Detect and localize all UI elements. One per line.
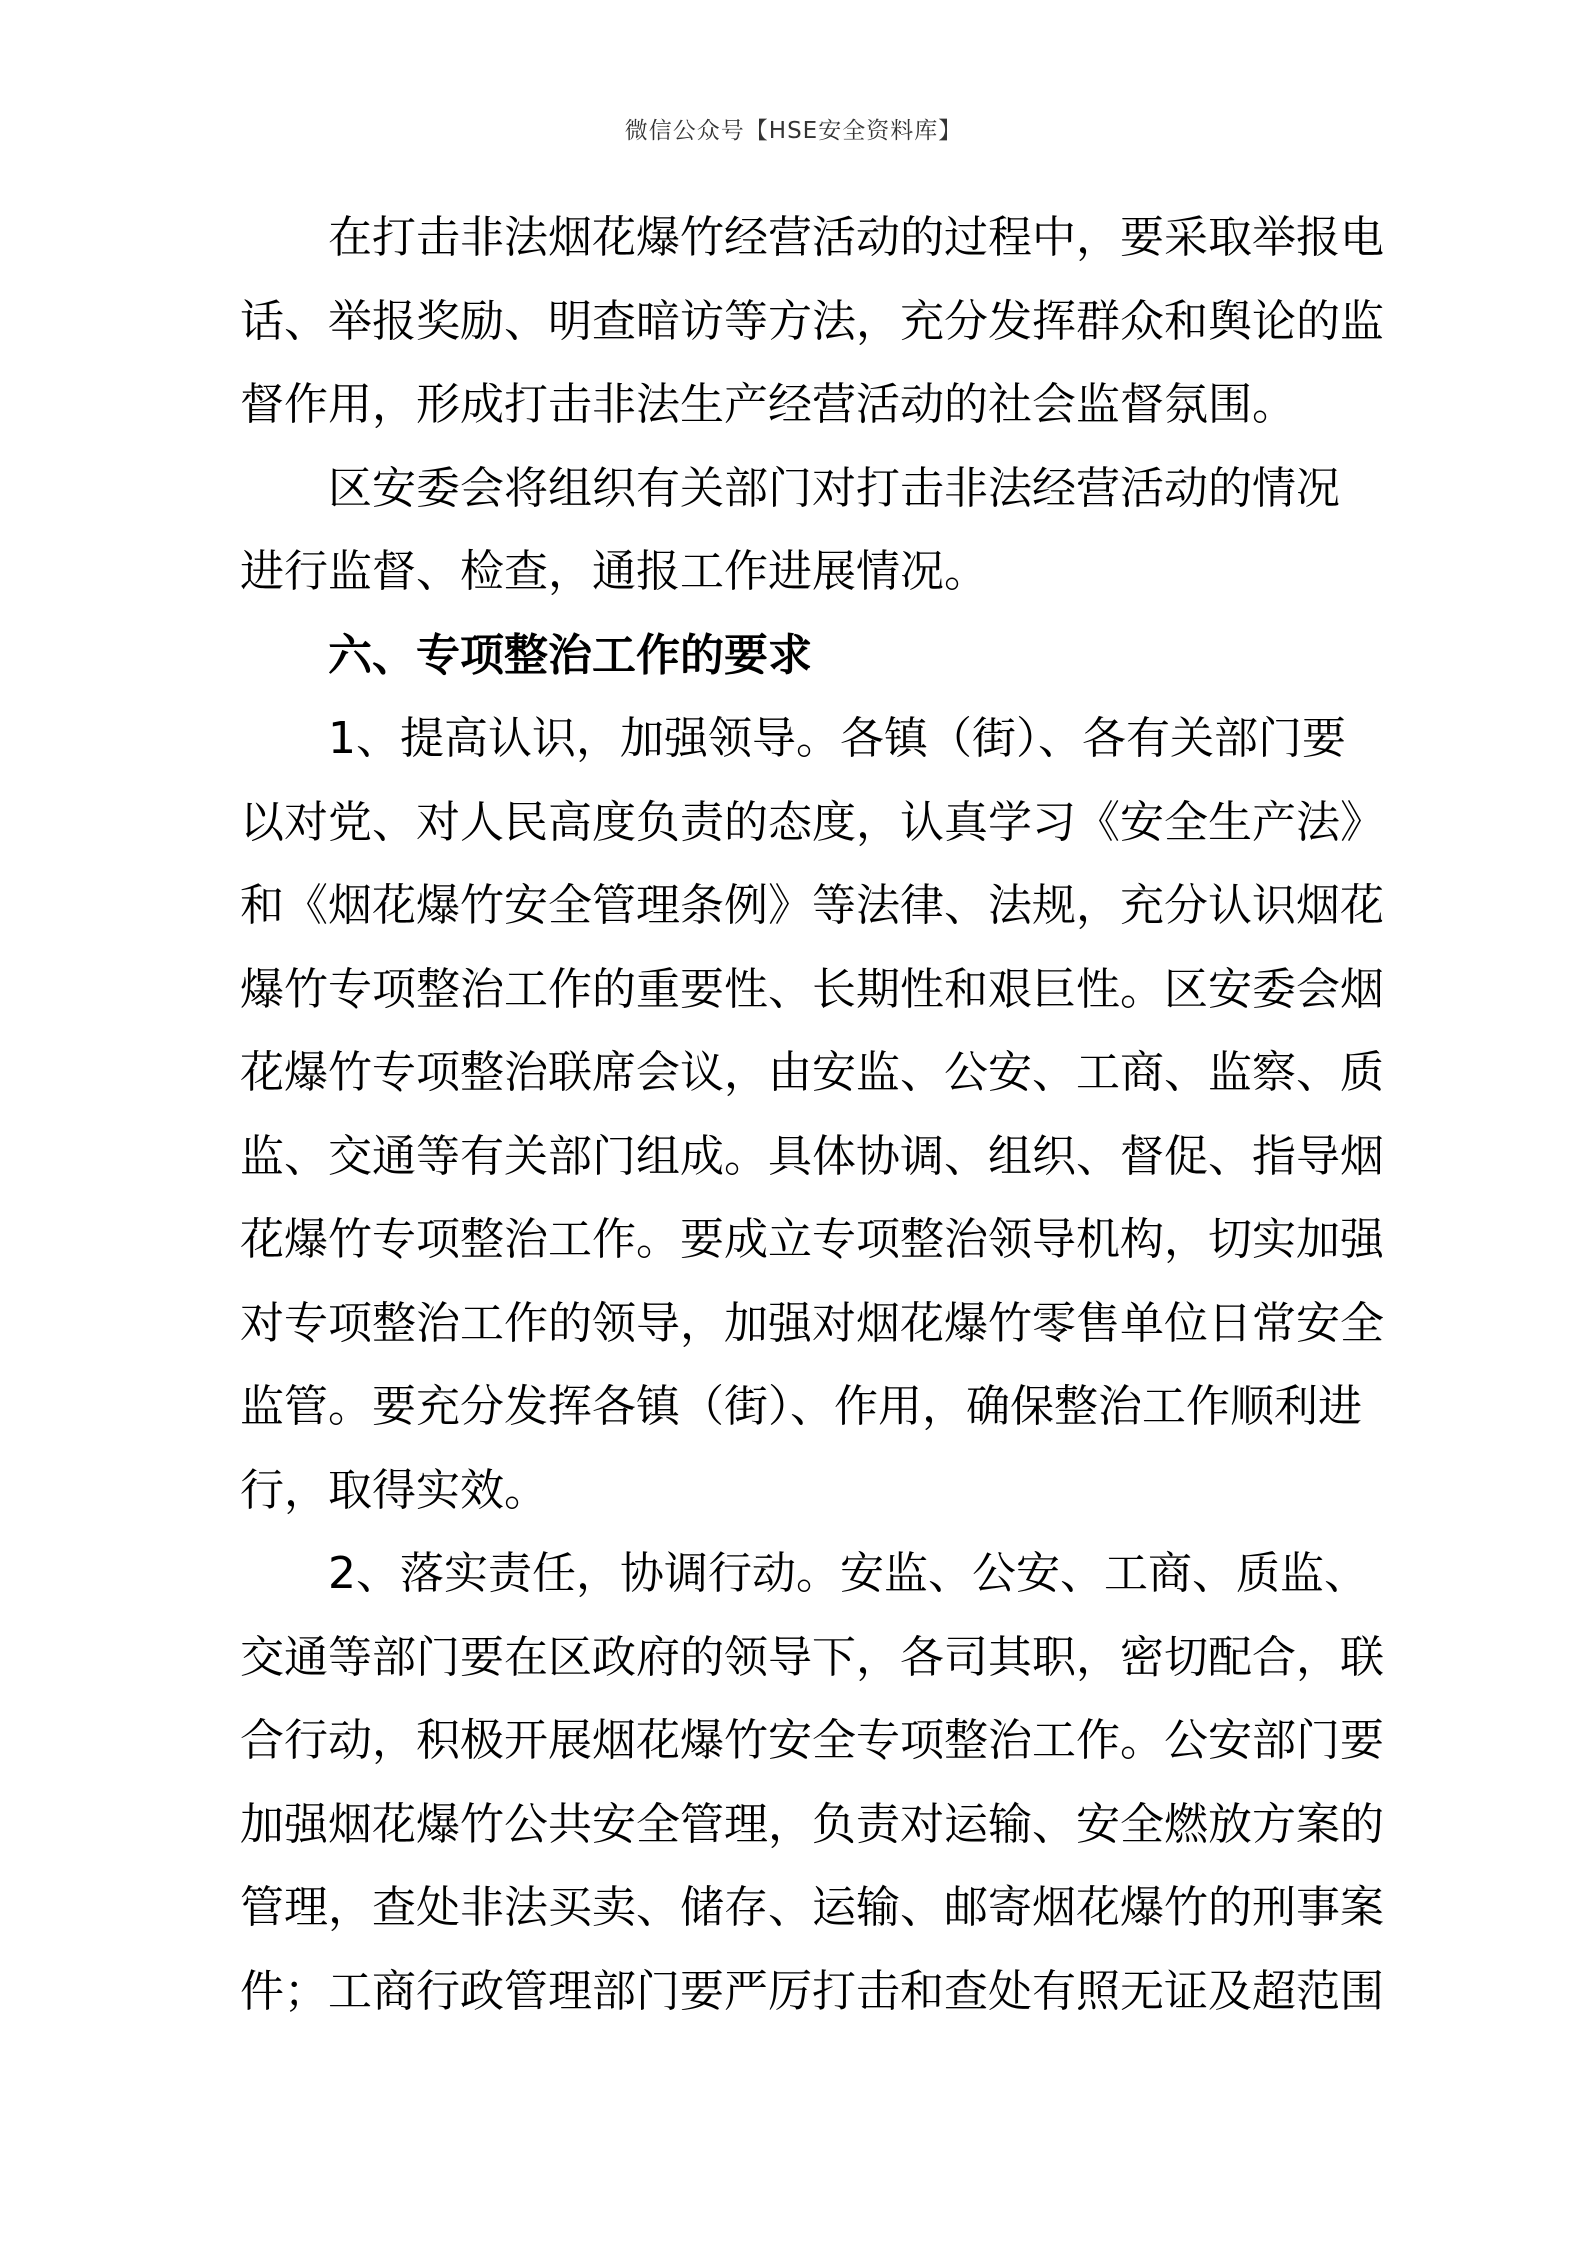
text-line: 区安委会将组织有关部门对打击非法经营活动的情况 [328, 462, 1340, 514]
text-line: 花爆竹专项整治工作。要成立专项整治领导机构，切实加强 [240, 1214, 1384, 1265]
text-line: 件；工商行政管理部门要严厉打击和查处有照无证及超范围 [240, 1965, 1384, 2017]
text-line: 加强烟花爆竹公共安全管理，负责对运输、安全燃放方案的 [240, 1798, 1384, 1850]
text-line: 对专项整治工作的领导，加强对烟花爆竹零售单位日常安全 [240, 1297, 1384, 1349]
text-line: 交通等部门要在区政府的领导下，各司其职，密切配合，联 [240, 1631, 1384, 1683]
text-line: 和《烟花爆竹安全管理条例》等法律、法规，充分认识烟花 [240, 880, 1384, 931]
text-line: 进行监督、检查，通报工作进展情况。 [240, 546, 988, 597]
section-heading [240, 614, 1360, 698]
paragraph [240, 697, 1384, 1532]
text-line: 监、交通等有关部门组成。具体协调、组织、督促、指导烟 [240, 1130, 1384, 1182]
text-line: 行，取得实效。 [240, 1464, 548, 1516]
text-line: 以对党、对人民高度负责的态度，认真学习《安全生产法》 [240, 796, 1384, 848]
section-heading-text: 六、专项整治工作的要求 [328, 629, 812, 681]
text-line: 1、提高认识，加强领导。各镇（街）、各有关部门要 [328, 713, 1346, 764]
page-header: 微信公众号【HSE安全资料库】 [624, 118, 963, 144]
text-line: 管理，查处非法买卖、储存、运输、邮寄烟花爆竹的刑事案 [240, 1882, 1384, 1933]
paragraph [240, 447, 1360, 614]
text-line: 爆竹专项整治工作的重要性、长期性和艰巨性。区安委会烟 [240, 963, 1384, 1015]
paragraph [240, 1532, 1384, 2033]
text-line: 督作用，形成打击非法生产经营活动的社会监督氛围。 [240, 379, 1296, 430]
paragraph [240, 196, 1384, 447]
text-line: 监管。要充分发挥各镇（街）、作用，确保整治工作顺利进 [240, 1381, 1362, 1432]
text-line: 话、举报奖励、明查暗访等方法，充分发挥群众和舆论的监 [240, 295, 1384, 347]
text-line: 合行动，积极开展烟花爆竹安全专项整治工作。公安部门要 [240, 1715, 1384, 1766]
document-body [240, 196, 1384, 2033]
text-line: 在打击非法烟花爆竹经营活动的过程中，要采取举报电 [328, 212, 1384, 263]
text-line: 2、落实责任，协调行动。安监、公安、工商、质监、 [328, 1548, 1368, 1599]
text-line: 花爆竹专项整治联席会议，由安监、公安、工商、监察、质 [240, 1047, 1384, 1098]
